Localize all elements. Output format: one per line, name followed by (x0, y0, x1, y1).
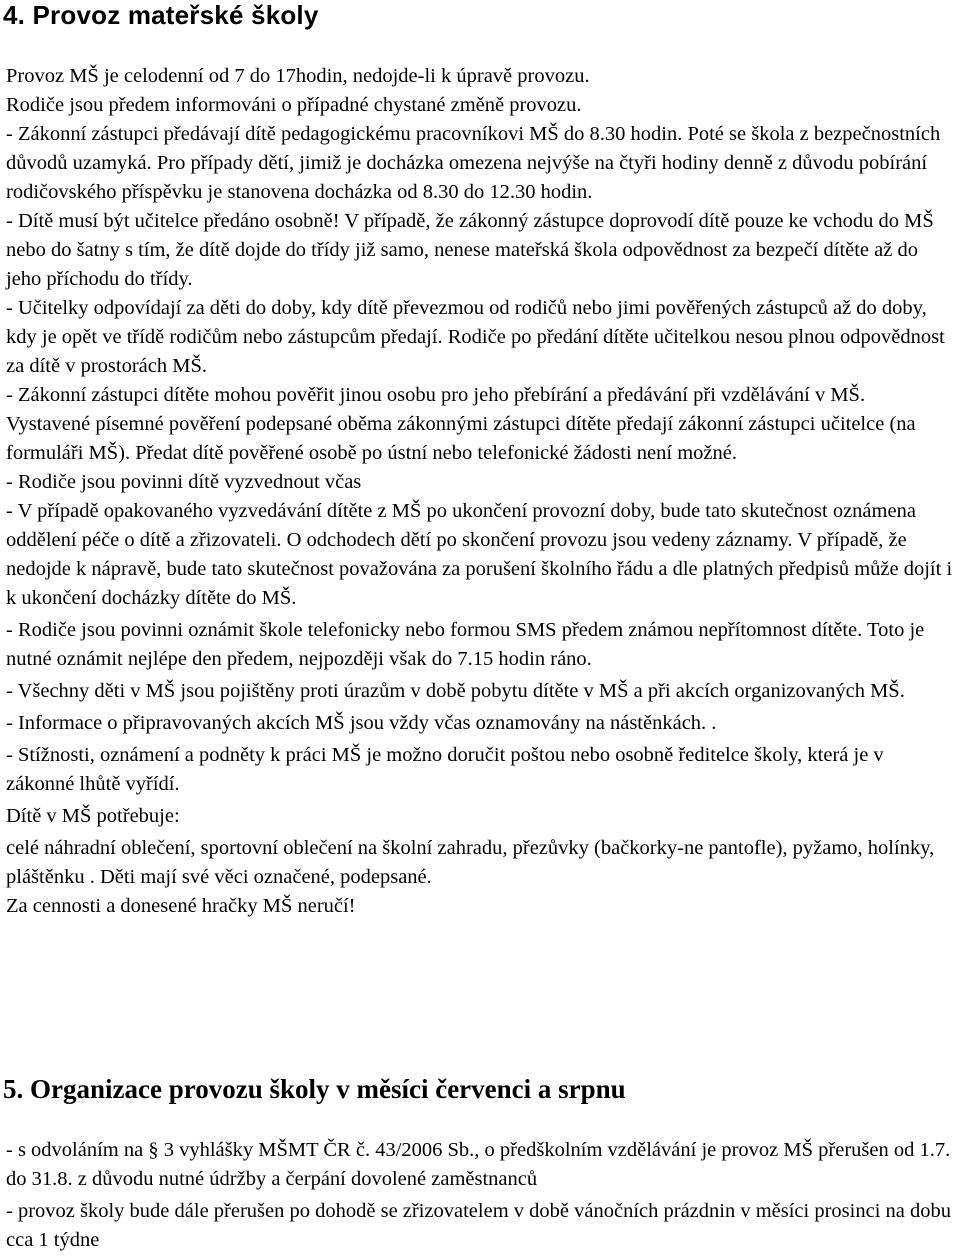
paragraph-insurance: - Všechny děti v MŠ jsou pojištěny proti úrazům v době pobytu dítěte v MŠ a při akcích organizovaných MŠ. (6, 680, 905, 702)
section-4-body (0, 62, 958, 921)
paragraph-absence-notice: - Rodiče jsou povinni oznámit škole telefonicky nebo formou SMS předem známou nepřítomnost dítěte. Toto je nutné oznámit nejlépe den předem, nejpozději však do 7.15 hodin ráno. (6, 619, 925, 670)
paragraph-authorized-person: - Zákonní zástupci dítěte mohou pověřit jinou osobu pro jeho přebírání a předávání při vzdělávání v MŠ. Vystavené písemné pověření podepsané oběma zákonnými zástupci dítěte předají zákonní zástupci učitelce (na formuláři MŠ). Předat dítě pověřené osobě po ústní nebo telefonické žádosti není možné. (6, 384, 916, 464)
paragraph-christmas-closure: - provoz školy bude dále přerušen po dohodě se zřizovatelem v době vánočních prázdnin v měsíci prosinci na dobu cca 1 týdne (6, 1200, 951, 1251)
paragraph-teacher-responsibility: - Učitelky odpovídají za děti do doby, kdy dítě převezmou od rodičů nebo jimi pověřených zástupců až do doby, kdy je opět ve třídě rodičům nebo zástupcům předají. Rodiče po předání dítěte učitelkou nesou plnou odpovědnost za dítě v prostorách MŠ. (6, 297, 945, 377)
paragraph-pickup-on-time: - Rodiče jsou povinni dítě vyzvednout včas (6, 471, 362, 493)
paragraph-events-info: - Informace o připravovaných akcích MŠ jsou vždy včas oznamovány na nástěnkách. . (6, 712, 717, 734)
paragraph-parents-informed: Rodiče jsou předem informováni o případné chystané změně provozu. (6, 94, 582, 116)
paragraph-handover-time: - Zákonní zástupci předávají dítě pedagogickému pracovníkovi MŠ do 8.30 hodin. Poté se škola z bezpečnostních důvodů uzamyká. Pro případy dětí, jimiž je docházka omezena nejvýše na čtyři hodiny denně z důvodu pobírání rodičovského příspěvku je stanovena docházka od 8.30 do 12.30 hodin. (6, 123, 941, 203)
section-5-heading: 5. Organizace provozu školy v měsíci červenci a srpnu (3, 1074, 626, 1104)
paragraph-personal-handover: - Dítě musí být učitelce předáno osobně! V případě, že zákonný zástupce doprovodí dítě pouze ke vchodu do MŠ nebo do šatny s tím, že dítě dojde do třídy již samo, nenese mateřská škola odpovědnost za bezpečí dítěte až do jeho příchodu do třídy. (6, 210, 934, 290)
paragraph-operating-hours: Provoz MŠ je celodenní od 7 do 17hodin, nedojde-li k úpravě provozu. (6, 65, 590, 87)
section-4-heading: 4. Provoz mateřské školy (3, 0, 319, 30)
section-5-body (0, 1136, 958, 1255)
needs-list: celé náhradní oblečení, sportovní oblečení na školní zahradu, přezůvky (bačkorky-ne pantofle), pyžamo, holínky, pláštěnku . Děti mají své věci označené, podepsané. (6, 837, 935, 888)
needs-title: Dítě v MŠ potřebuje: (6, 805, 180, 827)
paragraph-summer-closure: - s odvoláním na § 3 vyhlášky MŠMT ČR č. 43/2006 Sb., o předškolním vzdělávání je provoz MŠ přerušen od 1.7. do 31.8. z důvodu nutné údržby a čerpání dovolené zaměstnanců (6, 1139, 951, 1190)
paragraph-complaints: - Stížnosti, oznámení a podněty k práci MŠ je možno doručit poštou nebo osobně ředitelce školy, která je v zákonné lhůtě vyřídí. (6, 744, 884, 795)
valuables-warning: Za cennosti a donesené hračky MŠ neručí! (6, 895, 356, 917)
paragraph-repeated-late-pickup: - V případě opakovaného vyzvedávání dítěte z MŠ po ukončení provozní doby, bude tato skutečnost oznámena oddělení péče o dítě a zřizovateli. O odchodech dětí po skončení provozu jsou vedeny záznamy. V případě, že nedojde k nápravě, bude tato skutečnost považována za porušení školního řádu a dle platných předpisů může dojít i k ukončení docházky dítěte do MŠ. (6, 500, 953, 609)
